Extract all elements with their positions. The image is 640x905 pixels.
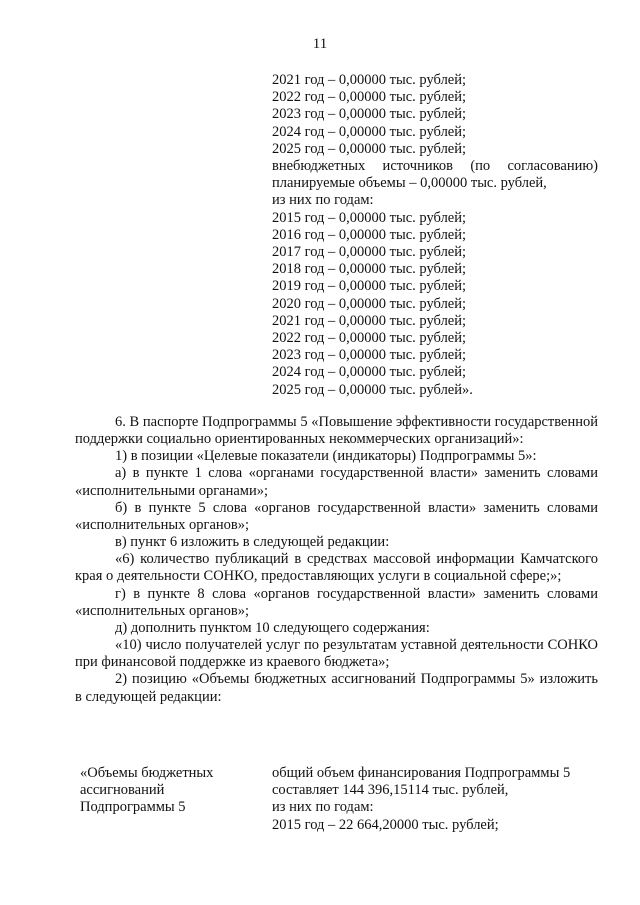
funding-line: 2023 год – 0,00000 тыс. рублей;: [272, 347, 467, 364]
table-label-line: ассигнований: [80, 782, 165, 799]
table-label-column: [80, 765, 265, 817]
funding-line: 2016 год – 0,00000 тыс. рублей;: [272, 226, 467, 243]
funding-line: 2015 год – 0,00000 тыс. рублей;: [272, 209, 467, 226]
paragraph-subitem-v: в) пункт 6 изложить в следующей редакции:: [115, 534, 390, 551]
funding-line: 2024 год – 0,00000 тыс. рублей;: [272, 364, 467, 381]
table-label-line: «Объемы бюджетных: [80, 765, 214, 781]
paragraph-quote-10: «10) число получателей услуг по результатам уставной деятельности СОНКО при финансовой поддержке из краевого бюджета»;: [75, 637, 598, 671]
funding-line: 2017 год – 0,00000 тыс. рублей;: [272, 244, 467, 261]
planned-volume-line: планируемые объемы – 0,00000 тыс. рублей,: [272, 175, 547, 192]
paragraph-subitem-g: г) в пункте 8 слова «органов государственной власти» заменить словами «исполнительных органов»;: [75, 585, 598, 619]
paragraph-quote-6: «6) количество публикаций в средствах массовой информации Камчатского края о деятельности СОНКО, предоставляющих услуги в социальной сфере;»;: [75, 551, 598, 585]
funding-line: 2018 год – 0,00000 тыс. рублей;: [272, 261, 467, 278]
table-value-line: из них по годам:: [272, 799, 374, 816]
funding-line: 2022 год – 0,00000 тыс. рублей;: [272, 89, 467, 106]
funding-line: 2023 год – 0,00000 тыс. рублей;: [272, 106, 467, 123]
funding-line: 2019 год – 0,00000 тыс. рублей;: [272, 278, 467, 295]
table-value-line: 2015 год – 22 664,20000 тыс. рублей;: [272, 816, 499, 833]
funding-by-year-list: [272, 72, 598, 399]
table-value-column: [272, 765, 598, 834]
by-years-line: из них по годам:: [272, 192, 374, 209]
funding-line: 2025 год – 0,00000 тыс. рублей;: [272, 140, 467, 157]
document-body: [75, 414, 598, 706]
funding-line: 2020 год – 0,00000 тыс. рублей;: [272, 295, 467, 312]
paragraph-subitem-2: 2) позицию «Объемы бюджетных ассигнований Подпрограммы 5» изложить в следующей редакции:: [75, 671, 598, 705]
table-value-line: общий объем финансирования Подпрограммы 5: [272, 765, 571, 781]
funding-line: 2024 год – 0,00000 тыс. рублей;: [272, 123, 467, 140]
paragraph-subitem-d: д) дополнить пунктом 10 следующего содержания:: [115, 619, 430, 636]
extrabudgetary-sources-line: внебюджетных источников (по согласованию): [272, 158, 598, 175]
page-number: 11: [312, 36, 328, 52]
paragraph-subitem-1: 1) в позиции «Целевые показатели (индикаторы) Подпрограммы 5»:: [115, 448, 537, 465]
paragraph-subitem-b: б) в пункте 5 слова «органов государственной власти» заменить словами «исполнительных органов»;: [75, 499, 598, 533]
funding-line: 2022 год – 0,00000 тыс. рублей;: [272, 330, 467, 347]
table-value-line: составляет 144 396,15114 тыс. рублей,: [272, 782, 509, 799]
funding-line: 2021 год – 0,00000 тыс. рублей;: [272, 72, 467, 88]
paragraph-subitem-a: а) в пункте 1 слова «органами государственной власти» заменить словами «исполнительными органами»;: [75, 465, 598, 499]
paragraph-item-6: 6. В паспорте Подпрограммы 5 «Повышение эффективности государственной поддержки социально ориентированных некоммерческих организаций»:: [75, 414, 598, 448]
funding-line-final: 2025 год – 0,00000 тыс. рублей».: [272, 381, 473, 398]
table-label-line: Подпрограммы 5: [80, 799, 186, 816]
funding-line: 2021 год – 0,00000 тыс. рублей;: [272, 312, 467, 329]
